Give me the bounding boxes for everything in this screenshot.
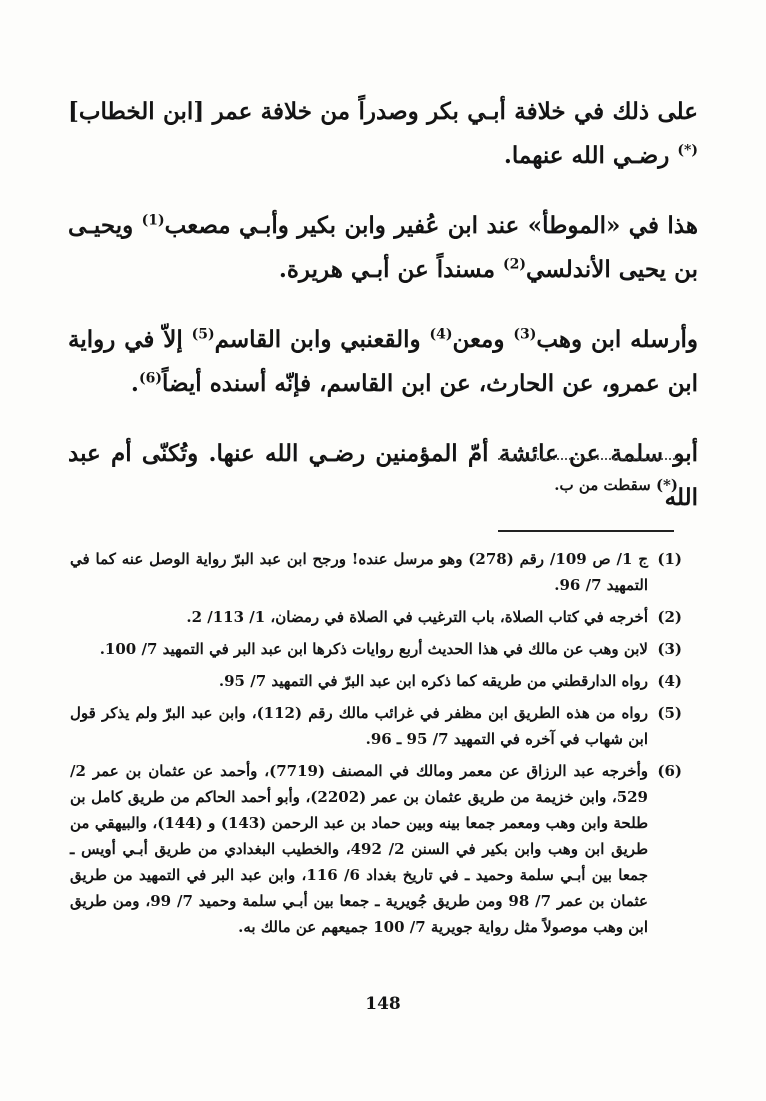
text-run: رضـي الله عنهما. — [503, 142, 678, 169]
footnote-ref-4: (4) — [429, 326, 453, 343]
footnote-2 — [70, 604, 682, 630]
footnote-ref-6: (6) — [138, 370, 162, 387]
footnote-3 — [70, 636, 682, 662]
editor-note: (*) سقطت من ب. — [554, 476, 678, 494]
footnote-ref-2: (2) — [503, 256, 527, 273]
text-run: وأرسله ابن وهب — [536, 326, 698, 353]
footnote-text: وأخرجه عبد الرزاق عن معمر ومالك في المصنف (7719)، وأحمد عن عثمان بن عمر 2/ 529، وابن خزيمة من طريق عثمان بن عمر (2202)، وأبو أحمد الحاكم من طريق كامل بن طلحة وابن وهب ومعمر جمعا بينه وبين حماد بن عبد الرحمن (143) و (144)، والبيهقي من طريق ابن وهب وابن بكير في السنن 2/ 492، والخطيب البغدادي من طريق أبـي أويس ـ جمعا بين أبـي سلمة وحميد ـ في تاريخ بغداد 6/ 116، وابن عبد البر في التمهيد من طريق عثمان بن عمر 7/ 98 ومن طريق جُويرية ـ جمعا بين أبـي سلمة وحميد 7/ 99، ومن طريق ابن وهب موصولاً مثل رواية جويرية 7/ 100 جميعهم عن مالك به. — [70, 762, 649, 936]
text-run: على ذلك في خلافة أبـي بكر وصدراً من خلافة عمر [ابن الخطاب] — [68, 98, 698, 125]
page-number: 148 — [365, 994, 401, 1014]
text-run: . — [130, 370, 139, 397]
footnote-5 — [70, 700, 682, 752]
text-run: إلاّ في رواية ابن عمرو، عن الحارث، عن ابن القاسم، فإنّه أسنده أيضاً — [68, 326, 698, 397]
paragraph-1 — [68, 90, 698, 178]
footnote-ref-5: (5) — [191, 326, 215, 343]
footnote-number: (1) — [657, 550, 682, 568]
footnote-text: رواه الدارقطني من طريقه كما ذكره ابن عبد البرّ في التمهيد 7/ 95. — [218, 672, 648, 690]
paragraph-3 — [68, 318, 698, 406]
footnote-1 — [70, 546, 682, 598]
footnote-number: (2) — [657, 608, 682, 626]
dotted-separator — [498, 458, 678, 460]
footnote-ref-star: (*) — [677, 142, 698, 159]
footnote-text: لابن وهب عن مالك في هذا الحديث أربع روايات ذكرها ابن عبد البر في التمهيد 7/ 100. — [99, 640, 648, 658]
paragraph-2 — [68, 204, 698, 292]
text-run: والقعنبي وابن القاسم — [214, 326, 430, 353]
footnote-number: (4) — [657, 672, 682, 690]
footnote-number: (6) — [657, 762, 682, 780]
footnote-text: أخرجه في كتاب الصلاة، باب الترغيب في الصلاة في رمضان، 1/ 113/ 2. — [186, 608, 648, 626]
footnote-6 — [70, 758, 682, 940]
footnote-number: (5) — [657, 704, 682, 722]
text-run: ويحيـى بن يحيى الأندلسي — [68, 212, 698, 283]
footnote-4 — [70, 668, 682, 694]
footnote-ref-1: (1) — [141, 212, 165, 229]
footnote-rule — [498, 530, 674, 532]
footnote-ref-3: (3) — [513, 326, 537, 343]
text-run: ومعن — [452, 326, 514, 353]
footnote-number: (3) — [657, 640, 682, 658]
footnote-text: ج 1/ ص 109/ رقم (278) وهو مرسل عنده! ورجح ابن عبد البرّ رواية الوصل عنه كما في التمهيد 7/ 96. — [70, 550, 649, 594]
footnote-text: رواه من هذه الطريق ابن مظفر في غرائب مالك رقم (112)، وابن عبد البرّ ولم يذكر قول ابن شهاب في آخره في التمهيد 7/ 95 ـ 96. — [70, 704, 648, 748]
main-text — [68, 90, 698, 520]
footnotes-list — [70, 546, 682, 946]
text-run: هذا في «الموطأ» عند ابن عُفير وابن بكير وأبـي مصعب — [164, 212, 698, 239]
text-run: أبو سلمة عن عائشة أمّ المؤمنين رضـي الله عنها. وتُكنّى أم عبد الله — [68, 440, 698, 511]
text-run: مسنداً عن أبـي هريرة. — [278, 256, 504, 283]
